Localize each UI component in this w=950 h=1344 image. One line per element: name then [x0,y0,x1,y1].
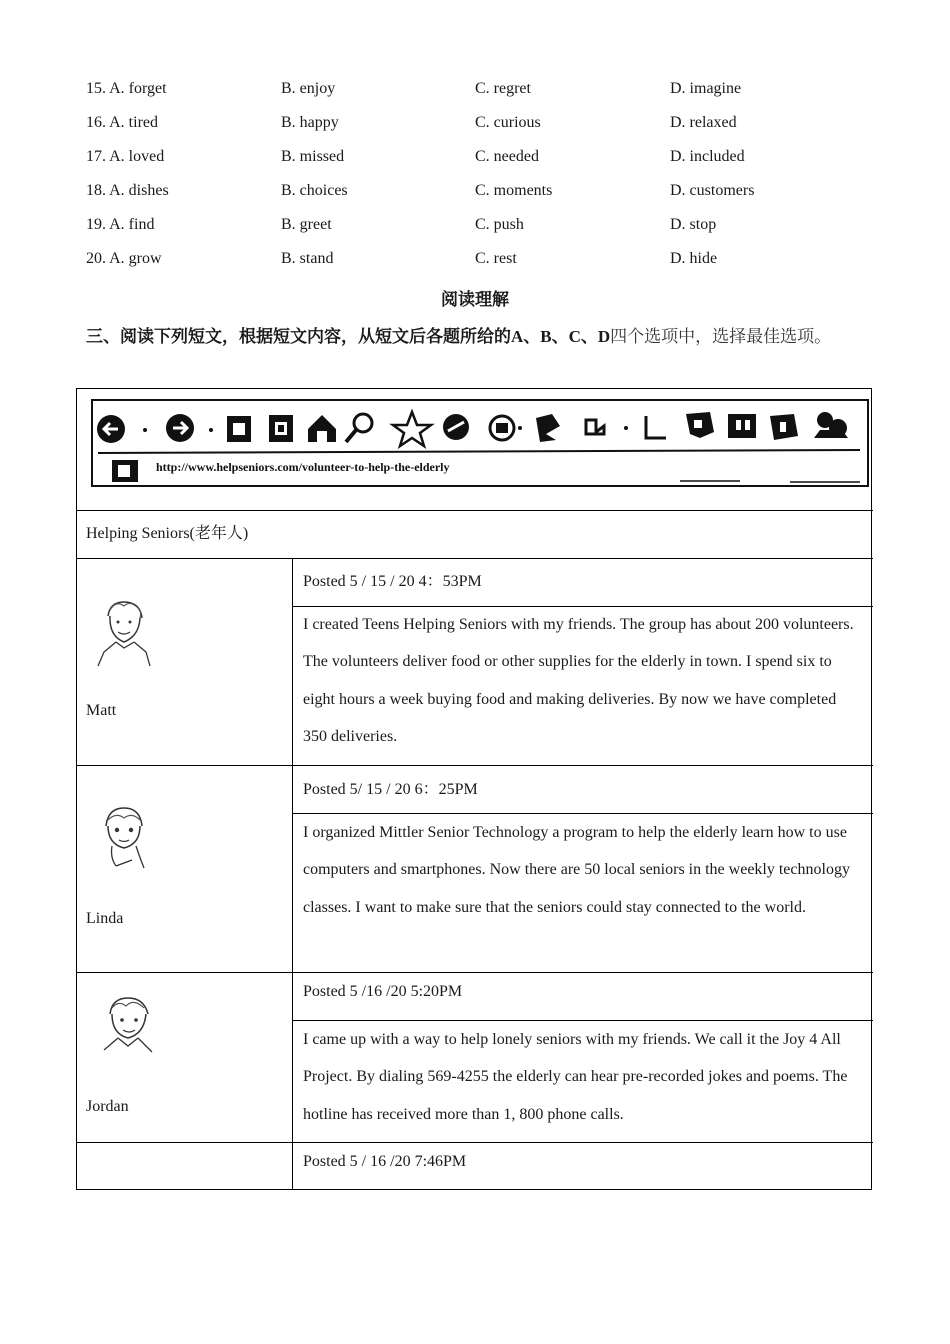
column-divider [292,558,293,1190]
poster-name: Linda [86,910,124,927]
post-timestamp: Posted 5 / 16 /20 7:46PM [303,1153,467,1170]
divider [76,1142,873,1143]
avatar-linda [96,804,152,872]
option-d: D. stop [670,216,717,233]
post-body: I organized Mittler Senior Technology a program to help the elderly learn how to use computers and smartphones. Now there are 50 local seniors in the weekly technology classes. I want to make sure that the seniors could stay connected to the world. [303,824,850,916]
tools-icon[interactable] [770,414,798,440]
browser-toolbar-graphic [90,398,870,490]
post-body: I created Teens Helping Seniors with my friends. The group has about 200 volunteers. The volunteers deliver food or other supplies for the elderly in town. I spend six to eight hours a week buying food and making deliveries. By now we have completed 350 deliveries. [303,616,854,745]
option-c: C. curious [475,114,541,131]
option-row-17 [86,148,866,172]
option-b: B. happy [281,114,339,131]
option-c: C. needed [475,148,539,165]
option-row-19 [86,216,866,240]
option-d: D. relaxed [670,114,737,131]
option-b: B. greet [281,216,332,233]
refresh-icon[interactable] [269,415,293,442]
option-b: B. stand [281,250,334,267]
option-row-20 [86,250,866,274]
users-icon[interactable] [814,412,848,438]
messenger-icon[interactable] [686,412,714,438]
stop-icon[interactable] [227,416,251,442]
post-timestamp: Posted 5/ 15 / 20 6：25PM [303,781,478,798]
address-bar[interactable] [112,460,450,482]
print-icon[interactable] [536,414,560,442]
option-row-15 [86,80,866,104]
favorites-icon[interactable] [393,412,431,446]
discuss-icon[interactable] [646,416,666,438]
edit-icon[interactable] [586,420,628,434]
mail-icon[interactable] [490,416,522,440]
avatar-jordan [98,994,158,1058]
option-a: 17. A. loved [86,148,165,165]
section-title: 阅读理解 [441,290,509,309]
option-d: D. customers [670,182,755,199]
poster-name: Jordan [86,1098,129,1115]
option-a: 19. A. find [86,216,155,233]
option-a: 15. A. forget [86,80,167,97]
option-b: B. enjoy [281,80,336,97]
option-d: D. included [670,148,745,165]
section-instruction [86,318,866,355]
option-d: D. hide [670,250,718,267]
instruction-plain: 四个选项中，选择最佳选项。 [610,327,832,346]
research-icon[interactable] [728,414,756,438]
option-a: 20. A. grow [86,250,162,267]
avatar-matt [94,596,154,668]
history-icon[interactable] [443,414,469,440]
post-body: I came up with a way to help lonely seniors with my friends. We call it the Joy 4 All Project. By dialing 569-4255 the elderly can hear pre-recorded jokes and poems. The hotline has received more than 1, 800 phone calls. [303,1031,848,1123]
browser-toolbar [90,398,870,490]
forward-icon[interactable] [166,414,194,442]
divider [76,765,873,766]
option-d: D. imagine [670,80,742,97]
search-icon[interactable] [346,414,372,442]
post-timestamp: Posted 5 /16 /20 5:20PM [303,983,463,1000]
forum-title: Helping Seniors(老年人) [86,525,249,542]
home-icon[interactable] [308,415,336,442]
poster-name: Matt [86,702,117,719]
divider [76,972,873,973]
option-c: C. rest [475,250,517,267]
url-text: http://www.helpseniors.com/volunteer-to-help-the-elderly [156,460,450,474]
option-a: 18. A. dishes [86,182,169,199]
option-b: B. choices [281,182,348,199]
divider [76,510,873,511]
divider [76,558,873,559]
option-row-16 [86,114,866,138]
option-row-18 [86,182,866,206]
option-a: 16. A. tired [86,114,158,131]
option-c: C. push [475,216,524,233]
instruction-bold: 三、阅读下列短文，根据短文内容，从短文后各题所给的A、B、C、D [86,327,611,346]
back-icon[interactable] [97,415,125,443]
option-c: C. moments [475,182,553,199]
option-b: B. missed [281,148,345,165]
option-c: C. regret [475,80,531,97]
post-timestamp: Posted 5 / 15 / 20 4：53PM [303,573,482,590]
